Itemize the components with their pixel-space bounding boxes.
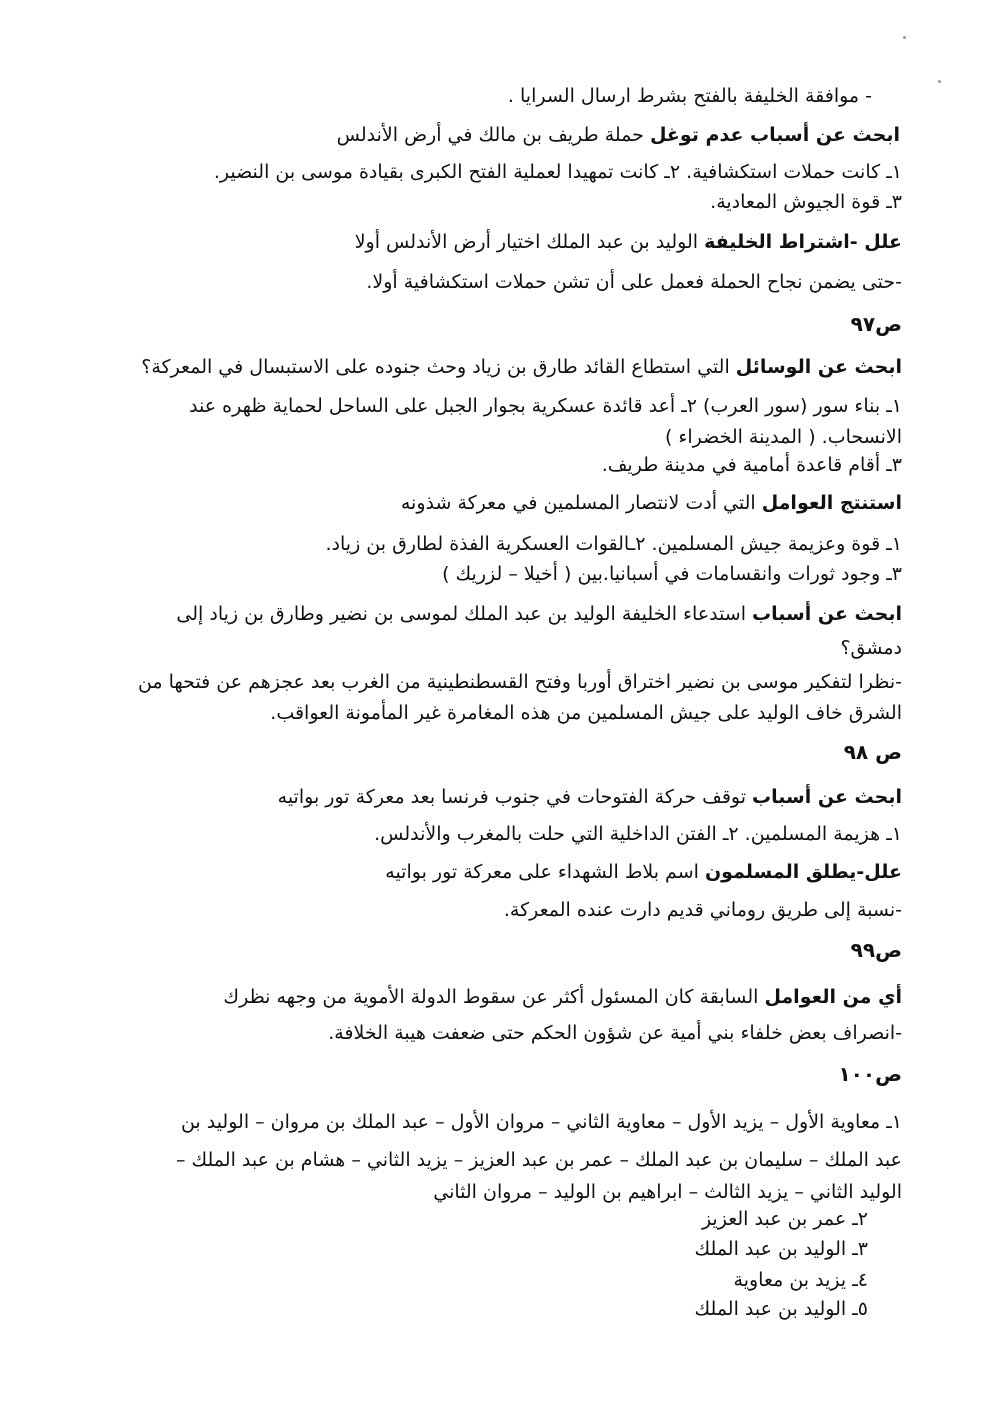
question-lead: علل-يطلق المسلمون: [704, 861, 902, 883]
question-lead: استنتج العوامل: [761, 492, 902, 514]
question-means: [141, 355, 902, 379]
question-text: توقف حركة الفتوحات في جنوب فرنسا بعد معركة تور بواتيه: [277, 786, 753, 808]
question-text: الوليد بن عبد الملك اختيار أرض الأندلس أولا: [354, 231, 705, 253]
answer-line: ٤ـ يزيد بن معاوية: [733, 1269, 868, 1291]
answer-line: ١ـ قوة وعزيمة جيش المسلمين. ٢ـالقوات العسكرية الفذة لطارق بن زياد.: [325, 533, 902, 555]
caliphs-line: عبد الملك – سليمان بن عبد الملك – عمر بن عبد العزيز – يزيد الثاني – هشام بن عبد الملك –: [175, 1149, 902, 1171]
question-halt: [278, 785, 902, 809]
answer-line: ٣ـ الوليد بن عبد الملك: [694, 1238, 868, 1260]
page-reference-100: ص١٠٠: [838, 1062, 902, 1086]
page-reference-99: ص٩٩: [850, 938, 902, 962]
page-reference-97: ص٩٧: [850, 312, 902, 336]
answer-line: -نظرا لتفكير موسى بن نضير اختراق أوربا وفتح القسطنطينية من الغرب بعد عجزهم عن فتحها من: [137, 671, 902, 693]
question-condition: [355, 230, 902, 254]
answer-line: الانسحاب. ( المدينة الخضراء ): [664, 426, 902, 448]
question-which: [223, 985, 902, 1009]
answer-line: ٢ـ عمر بن عبد العزيز: [701, 1208, 868, 1230]
question-text: التي استطاع القائد طارق بن زياد وحث جنوده على الاستبسال في المعركة؟: [141, 356, 736, 378]
caliphs-line: ١ـ معاوية الأول – يزيد الأول – معاوية الثاني – مروان الأول – عبد الملك بن مروان – الوليد بن: [180, 1111, 902, 1133]
question-text: اسم بلاط الشهداء على معركة تور بواتيه: [385, 861, 705, 883]
question-tarif: [337, 123, 900, 147]
caliphs-line: الوليد الثاني – يزيد الثالث – ابراهيم بن الوليد – مروان الثاني: [433, 1181, 902, 1203]
question-text: استدعاء الخليفة الوليد بن عبد الملك لموسى بن نضير وطارق بن زياد إلى: [176, 603, 753, 625]
question-lead: ابحث عن أسباب: [752, 603, 902, 625]
answer-line: -انصراف بعض خلفاء بني أمية عن شؤون الحكم حتى ضعفت هيبة الخلافة.: [328, 1022, 902, 1044]
question-text: السابقة كان المسئول أكثر عن سقوط الدولة الأموية من وجهه نظرك: [223, 986, 765, 1008]
answer-line: ٥ـ الوليد بن عبد الملك: [694, 1298, 868, 1320]
scan-speck: [903, 36, 906, 39]
answer-line: -حتى يضمن نجاح الحملة فعمل على أن تشن حملات استكشافية أولا.: [366, 271, 902, 293]
question-lead: ابحث عن أسباب عدم توغل: [649, 124, 900, 146]
question-continuation: دمشق؟: [840, 637, 902, 659]
answer-line: ٣ـ أقام قاعدة أمامية في مدينة طريف.: [601, 454, 902, 476]
question-factors: [401, 491, 902, 515]
answer-line: ١ـ بناء سور (سور العرب) ٢ـ أعد قائدة عسكرية بجوار الجبل على الساحل لحماية ظهره عند: [189, 395, 902, 417]
question-lead: ابحث عن الوسائل: [735, 356, 902, 378]
question-lead: ابحث عن أسباب: [752, 786, 902, 808]
question-recall: [176, 602, 902, 626]
answer-line: -نسبة إلى طريق روماني قديم دارت عنده المعركة.: [503, 899, 902, 921]
scan-speck: [938, 80, 941, 83]
answer-line: ٣ـ وجود ثورات وانقسامات في أسبانيا.بين ( أخيلا – لزريك ): [442, 563, 902, 585]
page-reference-98: ص ٩٨: [843, 740, 902, 764]
answer-line: الشرق خاف الوليد على جيش المسلمين من هذه المغامرة غير المأمونة العواقب.: [270, 702, 902, 724]
question-lead: علل -اشتراط الخليفة: [704, 231, 902, 253]
answer-line: ٣ـ قوة الجيوش المعادية.: [710, 191, 902, 213]
question-balat: [385, 860, 902, 884]
answer-line: ١ـ كانت حملات استكشافية. ٢ـ كانت تمهيدا لعملية الفتح الكبرى بقيادة موسى بن النضير.: [213, 161, 902, 183]
question-lead: أي من العوامل: [764, 986, 902, 1008]
approval-line: - موافقة الخليفة بالفتح بشرط ارسال السرايا .: [507, 85, 872, 107]
question-text: التي أدت لانتصار المسلمين في معركة شذونه: [400, 492, 762, 514]
answer-line: ١ـ هزيمة المسلمين. ٢ـ الفتن الداخلية التي حلت بالمغرب والأندلس.: [374, 823, 902, 845]
question-text: حملة طريف بن مالك في أرض الأندلس: [336, 124, 650, 146]
